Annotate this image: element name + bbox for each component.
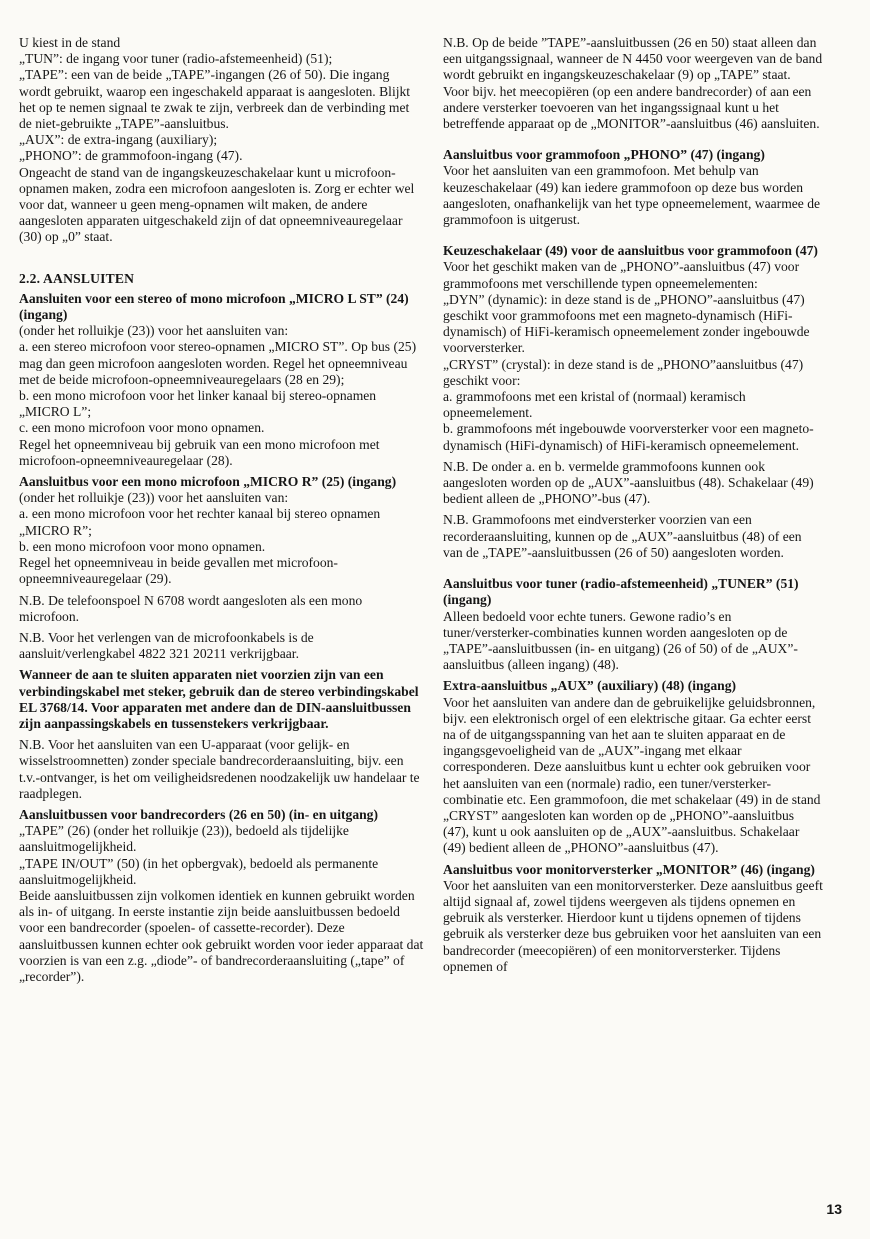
right-column xyxy=(443,35,823,980)
intro-line: U kiest in de stand xyxy=(19,35,121,50)
page-number: 13 xyxy=(826,1200,842,1217)
paragraph: Voor het geschikt maken van de „PHONO”-aansluitbus (47) voor grammofoons met verschillende typen opneemelementen: xyxy=(443,259,800,291)
section-title: 2.2. AANSLUITEN xyxy=(19,270,135,286)
paragraph: N.B. Voor het verlengen van de microfoonkabels is de aansluit/verlengkabel 4822 321 20211 verkrijgbaar. xyxy=(19,629,314,662)
section-heading: Aansluitbus voor tuner (radio-afstemeenheid) „TUNER” (51) (ingang) xyxy=(443,576,799,608)
paragraph: Regel het opneemniveau in beide gevallen met microfoon-opneemniveauregelaar (29). xyxy=(19,555,338,587)
paragraph: „CRYST” (crystal): in deze stand is de „PHONO”aansluitbus (47) geschikt voor: xyxy=(443,356,804,388)
paragraph: (onder het rolluikje (23)) voor het aansluiten van: xyxy=(19,490,289,506)
phono-section xyxy=(443,147,823,228)
monitor-section xyxy=(443,862,823,975)
section-heading: Extra-aansluitbus „AUX” (auxiliary) (48) (ingang) xyxy=(443,678,737,694)
section-heading: Keuzeschakelaar (49) voor de aansluitbus voor grammofoon (47) xyxy=(443,243,818,259)
paragraph: N.B. Voor het aansluiten van een U-apparaat (voor gelijk- en wisselstroomnetten) zonder speciale bandrecorderaansluiting, bijv. een t.v.-ontvanger, is het om veiligheidsredenen noodzakelijk uw handelaar te raadplegen. xyxy=(19,737,420,801)
paragraph: Voor het aansluiten van een monitorversterker. Deze aansluitbus geeft altijd signaal af, zowel tijdens weergeven als tijdens opnemen en gebruik als versterker. Hierdoor kunt u tijdens opnemen of tijdens gebruik als versterker deze bus gebruiken voor het aansluiten van een bandrecorder (meecopiëren) of een monitorversterker. Tijdens opnemen of xyxy=(443,877,823,974)
intro-line: „AUX”: de extra-ingang (auxiliary); xyxy=(19,132,218,148)
note xyxy=(19,630,424,662)
mono-mic-section xyxy=(19,474,424,587)
paragraph: N.B. Grammofoons met eindversterker voorzien van een recorderaansluiting, kunnen op de „AUX”-aansluitbus (48) of een van de „TAPE”-aansluitbussen (26 of 50) aangesloten worden. xyxy=(443,512,802,560)
paragraph: „TAPE IN/OUT” (50) (in het opbergvak), bedoeld als permanente aansluitmogelijkheid. xyxy=(19,855,379,887)
bold-notice xyxy=(19,667,424,732)
tape-note xyxy=(443,35,823,132)
paragraph: Beide aansluitbussen zijn volkomen identiek en kunnen gebruikt worden als in- of uitgang. In eerste instantie zijn beide aansluitbussen bedoeld voor een bandrecorder (spoelen- of cassette-recorder). Deze aansluitbussen kunnen echter ook gebruikt worden voor ieder apparaat dat voorzien is van een z.g. „diode”- of bandrecorderaansluiting („tape” of „recorder”). xyxy=(19,887,424,984)
section-heading: Aansluitbus voor grammofoon „PHONO” (47) (ingang) xyxy=(443,147,765,163)
note xyxy=(19,593,424,625)
input-selector-intro xyxy=(19,35,424,246)
stereo-mic-section xyxy=(19,291,424,469)
paragraph: a. een stereo microfoon voor stereo-opnamen „MICRO ST”. Op bus (25) mag dan geen microfoon aangesloten worden. Regel het opneemniveau met de beide microfoon-opneemniveauregelaars (28 en 29); xyxy=(19,339,417,387)
paragraph: Voor bijv. het meecopiëren (op een andere bandrecorder) of aan een andere versterker toevoeren van het ingangssignaal kunt u het betreffende apparaat op de „MONITOR”-aansluitbus (46) aansluiten. xyxy=(443,83,820,132)
paragraph: N.B. De telefoonspoel N 6708 wordt aangesloten als een mono microfoon. xyxy=(19,592,363,624)
section-heading: Aansluiten voor een stereo of mono microfoon „MICRO L ST” (24) (ingang) xyxy=(19,290,409,323)
paragraph: Voor het aansluiten van een grammofoon. Met behulp van keuzeschakelaar (49) kan iedere grammofoon op deze bus worden aangesloten, onafhankelijk van het type opneemelement, waarmee de grammofoon is uitgerust. xyxy=(443,163,821,228)
paragraph: Wanneer de aan te sluiten apparaten niet voorzien zijn van een verbindingskabel met steker, gebruik dan de stereo verbindingskabel EL 3768/14. Voor apparaten met andere dan de DIN-aansluitbussen zijn aanpassingskabels en tussenstekers verkrijgbaar. xyxy=(19,667,419,731)
paragraph: Voor het aansluiten van andere dan de gebruikelijke geluidsbronnen, bijv. een elektronisch orgel of een elektrische gitaar. Ga echter eerst na of de uitgangsspanning van het aan te sluiten apparaat en de ingangsgevoeligheid van de „AUX”-ingang met elkaar corresponderen. Deze aansluitbus kunt u echter ook gebruiken voor het aansluiten van een (normale) radio, een tuner/versterker-combinatie etc. Een grammofoon, die met schakelaar (49) in de stand „CRYST” aangesloten kan worden op de „PHONO”-aansluitbus (47), kunt u ook aansluiten op de „AUX”-aansluitbus. Schakelaar (49) bedient alleen de „PHONO”-aansluitbus (47). xyxy=(443,694,821,856)
section-heading: Aansluitbus voor monitorversterker „MONITOR” (46) (ingang) xyxy=(443,861,815,877)
paragraph: b. grammofoons mét ingebouwde voorversterker voor een magneto-dynamisch (HiFi-dynamisch) of HiFi-keramisch opneemelement. xyxy=(443,421,814,453)
aux-section xyxy=(443,678,823,856)
note xyxy=(443,512,823,561)
paragraph: N.B. Op de beide ”TAPE”-aansluitbussen (26 en 50) staat alleen dan een uitgangssignaal, wanneer de N 4450 voor weergeven van de band wordt gebruikt en ingangskeuzeschakelaar (9) op „TAPE” staat. xyxy=(443,35,823,83)
tuner-section xyxy=(443,576,823,673)
paragraph: a. een mono microfoon voor het rechter kanaal bij stereo opnamen „MICRO R”; xyxy=(19,506,381,538)
tape-section xyxy=(19,807,424,985)
paragraph: Alleen bedoeld voor echte tuners. Gewone radio’s en tuner/versterker-combinaties kunnen worden aangesloten op de „TAPE”-aansluitbussen (in- en uitgang) (26 of 50) of de „AUX”-aansluitbus (alleen ingang) (48). xyxy=(443,608,798,673)
intro-line: „TUN”: de ingang voor tuner (radio-afstemeenheid) (51); xyxy=(19,51,333,67)
intro-line: Ongeacht de stand van de ingangskeuzeschakelaar kunt u microfoon-opnamen maken, zodra een microfoon aangesloten is. Zorg er echter wel voor dat, wanneer u geen meng-opnamen wilt maken, de andere aangesloten apparaten uitgeschakeld zijn of dat opneemniveauregelaar (30) op „0” staat. xyxy=(19,164,415,245)
paragraph: a. grammofoons met een kristal of (normaal) keramisch opneemelement. xyxy=(443,389,746,421)
note xyxy=(443,459,823,508)
paragraph: „TAPE” (26) (onder het rolluikje (23)), bedoeld als tijdelijke aansluitmogelijkheid. xyxy=(19,823,349,855)
paragraph: Regel het opneemniveau bij gebruik van een mono microfoon met microfoon-opneemniveauregelaar (28). xyxy=(19,436,380,468)
paragraph: c. een mono microfoon voor mono opnamen. xyxy=(19,420,265,436)
note xyxy=(19,737,424,802)
intro-line: „TAPE”: een van de beide „TAPE”-ingangen (26 of 50). Die ingang wordt gebruikt, waarop een ingeschakeld apparaat is aangesloten. Blijkt het op te nemen signaal te zwak te zijn, verbreek dan de verbinding met de niet-gebruikte „TAPE”-aansluitbus. xyxy=(19,67,411,132)
phono-switch-section xyxy=(443,243,823,454)
intro-line: „PHONO”: de grammofoon-ingang (47). xyxy=(19,148,243,164)
left-column xyxy=(19,35,424,990)
paragraph: „DYN” (dynamic): in deze stand is de „PHONO”-aansluitbus (47) geschikt voor grammofoons met een magneto-dynamisch (HiFi-dynamisch) of HiFi-keramisch opneemelement zonder ingebouwde voorversterker. xyxy=(443,291,810,356)
section-heading: Aansluitbus voor een mono microfoon „MICRO R” (25) (ingang) xyxy=(19,474,397,490)
section-heading: Aansluitbussen voor bandrecorders (26 en 50) (in- en uitgang) xyxy=(19,806,379,822)
paragraph: b. een mono microfoon voor mono opnamen. xyxy=(19,538,266,554)
paragraph: b. een mono microfoon voor het linker kanaal bij stereo-opnamen „MICRO L”; xyxy=(19,388,377,420)
paragraph: (onder het rolluikje (23)) voor het aansluiten van: xyxy=(19,323,289,339)
paragraph: N.B. De onder a. en b. vermelde grammofoons kunnen ook aangesloten worden op de „AUX”-aansluitbus (48). Schakelaar (49) bedient alleen de „PHONO”-bus (47). xyxy=(443,458,814,507)
